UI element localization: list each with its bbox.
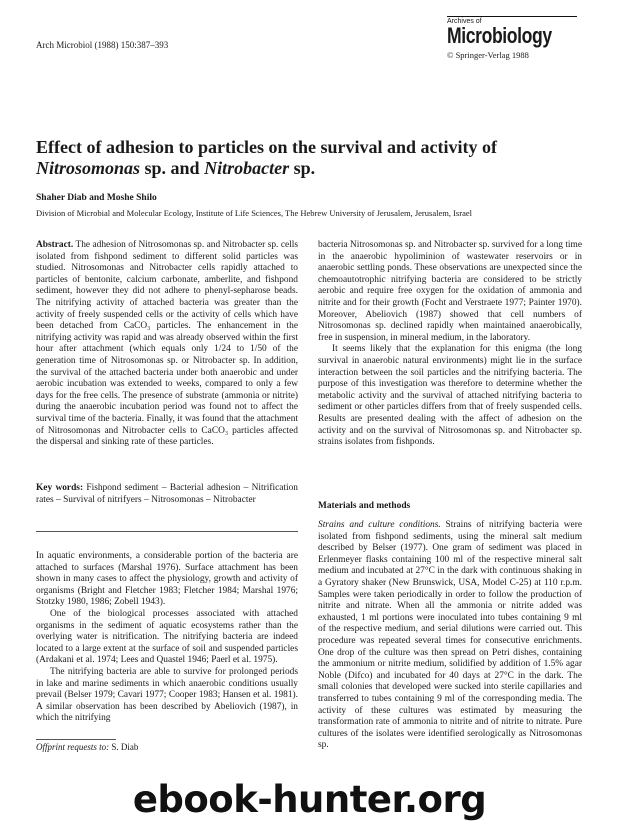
affiliation: Division of Microbial and Molecular Ecology, Institute of Life Sciences, The Hebrew University of Jerusalem, Jerusalem, Israel bbox=[36, 208, 472, 218]
title-genus-1: Nitrosomonas bbox=[36, 158, 141, 178]
title-sp-1: sp. and bbox=[140, 158, 205, 178]
watermark: ebook-hunter.org bbox=[132, 778, 487, 821]
title-line-1: Effect of adhesion to particles on the survival and activity of bbox=[36, 137, 497, 157]
article-title bbox=[36, 137, 576, 179]
abstract bbox=[36, 240, 298, 449]
section-divider bbox=[36, 531, 298, 532]
introduction bbox=[36, 551, 298, 725]
right-paragraph-1: bacteria Nitrosomonas sp. and Nitrobacter sp. survived for a long time in the anaerobic hypoliminion of wastewater reservoirs or in anaerobic settling ponds. These observations are unexpected since the chemoautotrophic nitrifying bacteria are considered to be strictly aerobic and require free oxygen for the oxidation of ammonia and nitrite and for their growth (Focht and Verstraete 1977; Painter 1970). Moreover, Abeliovich (1987) showed that cell numbers of Nitrosomonas sp. declined rapidly when maintained anaerobically, free in suspension, in mineral medium, in the laboratory. bbox=[318, 240, 582, 343]
journal-citation: Arch Microbiol (1988) 150:387–393 bbox=[36, 40, 169, 50]
keywords-text: Fishpond sediment – Bacterial adhesion – Nitrification rates – Survival of nitrifyers – Nitrosomonas – Nitrobacter bbox=[36, 483, 298, 505]
title-line-2 bbox=[36, 158, 576, 179]
journal-logo-name: Microbiology bbox=[447, 23, 552, 48]
journal-logo-top: Archives of bbox=[447, 16, 577, 25]
intro-paragraph-3: The nitrifying bacteria are able to survive for prolonged periods in lake and marine sediments in which anaerobic conditions usually prevail (Belser 1979; Cavari 1977; Cooper 1983; Hansen et al. 1981). A similar observation has been described by Abeliovich (1987), in which the nitrifying bbox=[36, 666, 298, 724]
strains-label: Strains and culture conditions. bbox=[318, 520, 441, 530]
title-sp-2: sp. bbox=[289, 158, 316, 178]
abstract-label: Abstract. bbox=[36, 240, 74, 250]
footnote-divider bbox=[36, 739, 116, 740]
methods-heading: Materials and methods bbox=[318, 501, 411, 511]
authors: Shaher Diab and Moshe Shilo bbox=[36, 193, 157, 203]
intro-continued bbox=[318, 240, 582, 449]
keywords bbox=[36, 483, 298, 506]
footnote-label: Offprint requests to: bbox=[36, 742, 110, 752]
strains-text: Strains of nitrifying bacteria were isolated from fishpond sediments, using the mineral salt medium described by Belser (1977). One gram of sediment was placed in Erlenmeyer flasks containing 100 ml of the respective mineral salt medium and incubated at 27°C in the dark with continuous shaking in a Gyratory shaker (New Brunswick, USA, Model C-25) at 110 r.p.m. Samples were taken periodically in order to follow the production of nitrite and nitrate. When all the ammonia or nitrite added was exhausted, 1 ml portions were inoculated into tubes containing 9 ml of the respective medium, and serial dilutions were carried out. This procedure was repeated several times for consecutive enrichments. One drop of the culture was then spread on Petri dishes, containing the ammonium or nitrite medium, solidified by addition of 1.5% agar Noble (Difco) and incubated for 40 days at 27°C in the dark. The small colonies that developed were sucked into sterile capillaries and transferred to tubes containing 9 ml of the corresponding media. The activity of these cultures was estimated by measuring the transformation rate of ammonia to nitrite and of nitrite to nitrate. Pure cultures of the isolates were identified serologically as Nitrosomonas sp. bbox=[318, 520, 582, 751]
journal-logo bbox=[447, 16, 577, 60]
intro-paragraph-1: In aquatic environments, a considerable portion of the bacteria are attached to surfaces (Marshal 1976). Surface attachment has been shown in many cases to affect the physiology, growth and activity of organisms (Bright and Fletcher 1983; Fletcher 1984; Marshal 1976; Stotzky 1980, 1986; Zobell 1943). bbox=[36, 551, 298, 608]
footnote-name: S. Diab bbox=[109, 742, 139, 752]
keywords-label: Key words: bbox=[36, 483, 84, 493]
methods-section bbox=[318, 520, 582, 752]
intro-paragraph-2: One of the biological processes associated with attached organisms in the sediment of aquatic ecosystems rather than the overlying water is nitrification. The nitrifying bacteria are indeed located to a large extent at the surface of soil and suspended particles (Ardakani et al. 1974; Lees and Quastel 1946; Paerl et al. 1975). bbox=[36, 608, 298, 666]
abstract-text: The adhesion of Nitrosomonas sp. and Nitrobacter sp. cells isolated from fishpond sediment to different solid particles was studied. Nitrosomonas and Nitrobacter cells rapidly attached to particles of bentonite, calcium carbonate, amberlite, and fishpond sediment, however they did not adhere to phenyl-sepharose beads. The nitrifying activity of attached bacteria was greater than the activity of freely suspended cells or the activity of cells which have been detached from CaCO₃ particles. The enhancement in the nitrifying activity was rapid and was already observed within the first hour after attachment (which equals only 1/24 to 1/50 of the generation time of Nitrosomonas sp. or Nitrobacter sp. In addition, the survival of the attached bacteria under both anaerobic and under aerobic incubation was extended to weeks, compared to only a few days for the free cells. The presence of substrate (ammonia or nitrite) during the anaerobic incubation period was found not to affect the survival time of the bacteria. Finally, it was found that the attachment of Nitrosomonas and Nitrobacter cells to CaCO₃ particles affected the dispersal and sinking rate of these particles. bbox=[36, 240, 298, 448]
title-genus-2: Nitrobacter bbox=[204, 158, 290, 178]
footnote bbox=[36, 742, 138, 752]
right-paragraph-2: It seems likely that the explanation for this enigma (the long survival in anaerobic natural environments) might lie in the surface interaction between the soil particles and the nitrifying bacteria. The purpose of this investigation was therefore to determine whether the metabolic activity and the survival of attached nitrifying bacteria to sediment or other particles differs from that of freely suspended cells. Results are presented dealing with the affect of adhesion on the activity and on the survival of Nitrosomonas sp. and Nitrobacter sp. strains isolates from fishponds. bbox=[318, 344, 582, 448]
copyright-notice: © Springer-Verlag 1988 bbox=[447, 50, 529, 60]
